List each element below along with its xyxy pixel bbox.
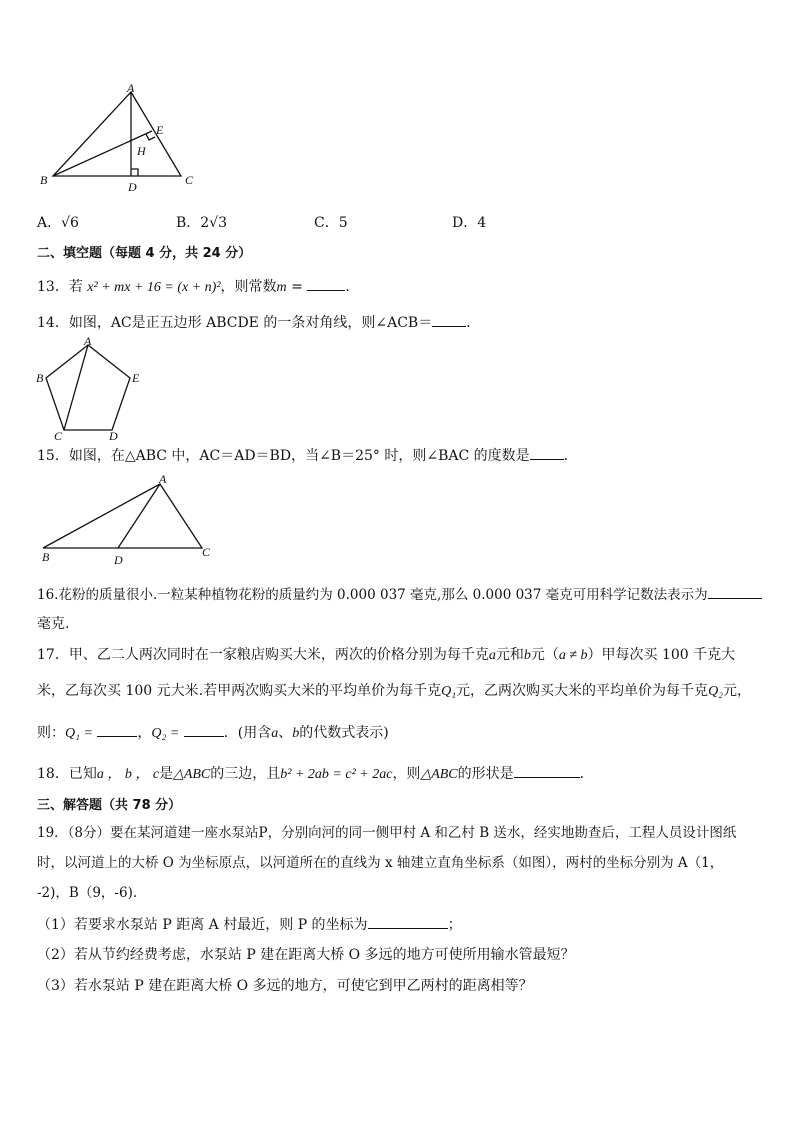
q13-equation: x² + mx + 16 = (x + n)² bbox=[87, 280, 221, 295]
q12-triangle-figure bbox=[34, 80, 204, 196]
label-a: A bbox=[159, 472, 167, 486]
right-angle-e bbox=[146, 134, 155, 140]
option-c[interactable]: C．5 bbox=[314, 215, 348, 231]
option-d[interactable]: D．4 bbox=[452, 215, 487, 231]
question-15: 15．如图，在△ABC 中，AC＝AD＝BD，当∠B＝25° 时，则∠BAC 的度数是 ． bbox=[37, 445, 578, 466]
option-a[interactable]: A．√6 bbox=[37, 215, 79, 231]
pentagon-abcde bbox=[46, 345, 130, 430]
question-19-part-2: （2）若从节约经费考虑，水泵站 P 建在距离大桥 O 多远的地方可使所用输水管最短？ bbox=[37, 947, 575, 963]
question-14: 14．如图，AC是正五边形 ABCDE 的一条对角线，则∠ACB＝ ． bbox=[37, 312, 480, 333]
label-b: B bbox=[42, 550, 50, 564]
label-b: B bbox=[36, 371, 44, 385]
label-c: C bbox=[54, 429, 63, 442]
q17-q1-answer-blank[interactable] bbox=[97, 722, 137, 737]
q16-answer-blank[interactable] bbox=[708, 584, 762, 599]
question-19-part-1: （1）若要求水泵站 P 距离 A 村最近，则 P 的坐标为 ； bbox=[37, 914, 462, 935]
segment-ad bbox=[118, 484, 160, 548]
question-19-line-2: 时，以河道上的大桥 O 为坐标原点，以河道所在的直线为 x 轴建立直角坐标系（如图），两村的坐标分别为 A（1， bbox=[37, 855, 724, 871]
question-17-line-3: 则：Q₁ = ，Q₂ = ．(用含a、b的代数式表示) bbox=[37, 722, 389, 744]
label-c: C bbox=[202, 545, 211, 559]
q13-answer-blank[interactable] bbox=[307, 276, 345, 291]
label-a: A bbox=[84, 336, 92, 348]
label-e: E bbox=[156, 123, 164, 137]
q15-answer-blank[interactable] bbox=[530, 445, 564, 460]
question-16-continued: 毫克. bbox=[37, 616, 70, 632]
q17-q2-answer-blank[interactable] bbox=[184, 722, 224, 737]
question-17-line-2: 米，乙每次买 100 元大米.若甲两次购买大米的平均单价为每千克Q₁元，乙两次购买大米的平均单价为每千克Q₂元， bbox=[37, 683, 752, 699]
label-b: B bbox=[40, 173, 48, 187]
diagonal-ac bbox=[64, 345, 88, 430]
option-b-value: 2√3 bbox=[200, 215, 228, 231]
question-17-line-1: 17．甲、乙二人两次同时在一家粮店购买大米，两次的价格分别为每千克a元和b元（a ≠ b）甲每次买 100 千克大 bbox=[37, 647, 736, 663]
label-c: C bbox=[185, 173, 194, 187]
label-d: D bbox=[128, 180, 137, 192]
section-heading-answer: 三、解答题（共 78 分） bbox=[37, 798, 182, 813]
question-16: 16.花粉的质量很小.一粒某种植物花粉的质量约为 0.000 037 毫克,那么 0.000 037 毫克可用科学记数法表示为 bbox=[37, 584, 762, 605]
q14-pentagon-figure bbox=[34, 336, 144, 446]
question-18: 18．已知a ， b ， c是△ABC的三边，且b² + 2ab = c² + 2ac，则△ABC的形状是 ． bbox=[37, 763, 594, 785]
triangle-abc bbox=[43, 484, 202, 548]
label-d: D bbox=[114, 553, 123, 566]
label-h: H bbox=[137, 144, 146, 158]
label-d: D bbox=[109, 429, 118, 442]
q19-p1-answer-blank[interactable] bbox=[368, 914, 448, 929]
option-d-value: 4 bbox=[477, 215, 487, 231]
option-a-value: √6 bbox=[61, 215, 79, 231]
question-19-part-3: （3）若水泵站 P 建在距离大桥 O 多远的地方，可使它到甲乙两村的距离相等？ bbox=[37, 978, 533, 994]
right-angle-d bbox=[131, 169, 138, 176]
question-19-line-3: -2)，B（9，-6). bbox=[37, 885, 138, 901]
section-heading-fill-in: 二、填空题（每题 4 分，共 24 分） bbox=[37, 246, 252, 261]
option-c-value: 5 bbox=[338, 215, 348, 231]
q14-answer-blank[interactable] bbox=[432, 312, 466, 327]
option-b[interactable]: B．2√3 bbox=[176, 215, 228, 231]
q15-triangle-figure bbox=[34, 470, 224, 570]
question-13: 13．若 x² + mx + 16 = (x + n)²，则常数m = ． bbox=[37, 276, 359, 298]
label-e: E bbox=[132, 371, 140, 385]
question-19-line-1: 19．（8分）要在某河道建一座水泵站P，分别向河的同一侧甲村 A 和乙村 B 送水，经实地勘查后，工程人员设计图纸 bbox=[37, 825, 737, 841]
label-a: A bbox=[127, 81, 135, 95]
q18-answer-blank[interactable] bbox=[514, 763, 580, 778]
